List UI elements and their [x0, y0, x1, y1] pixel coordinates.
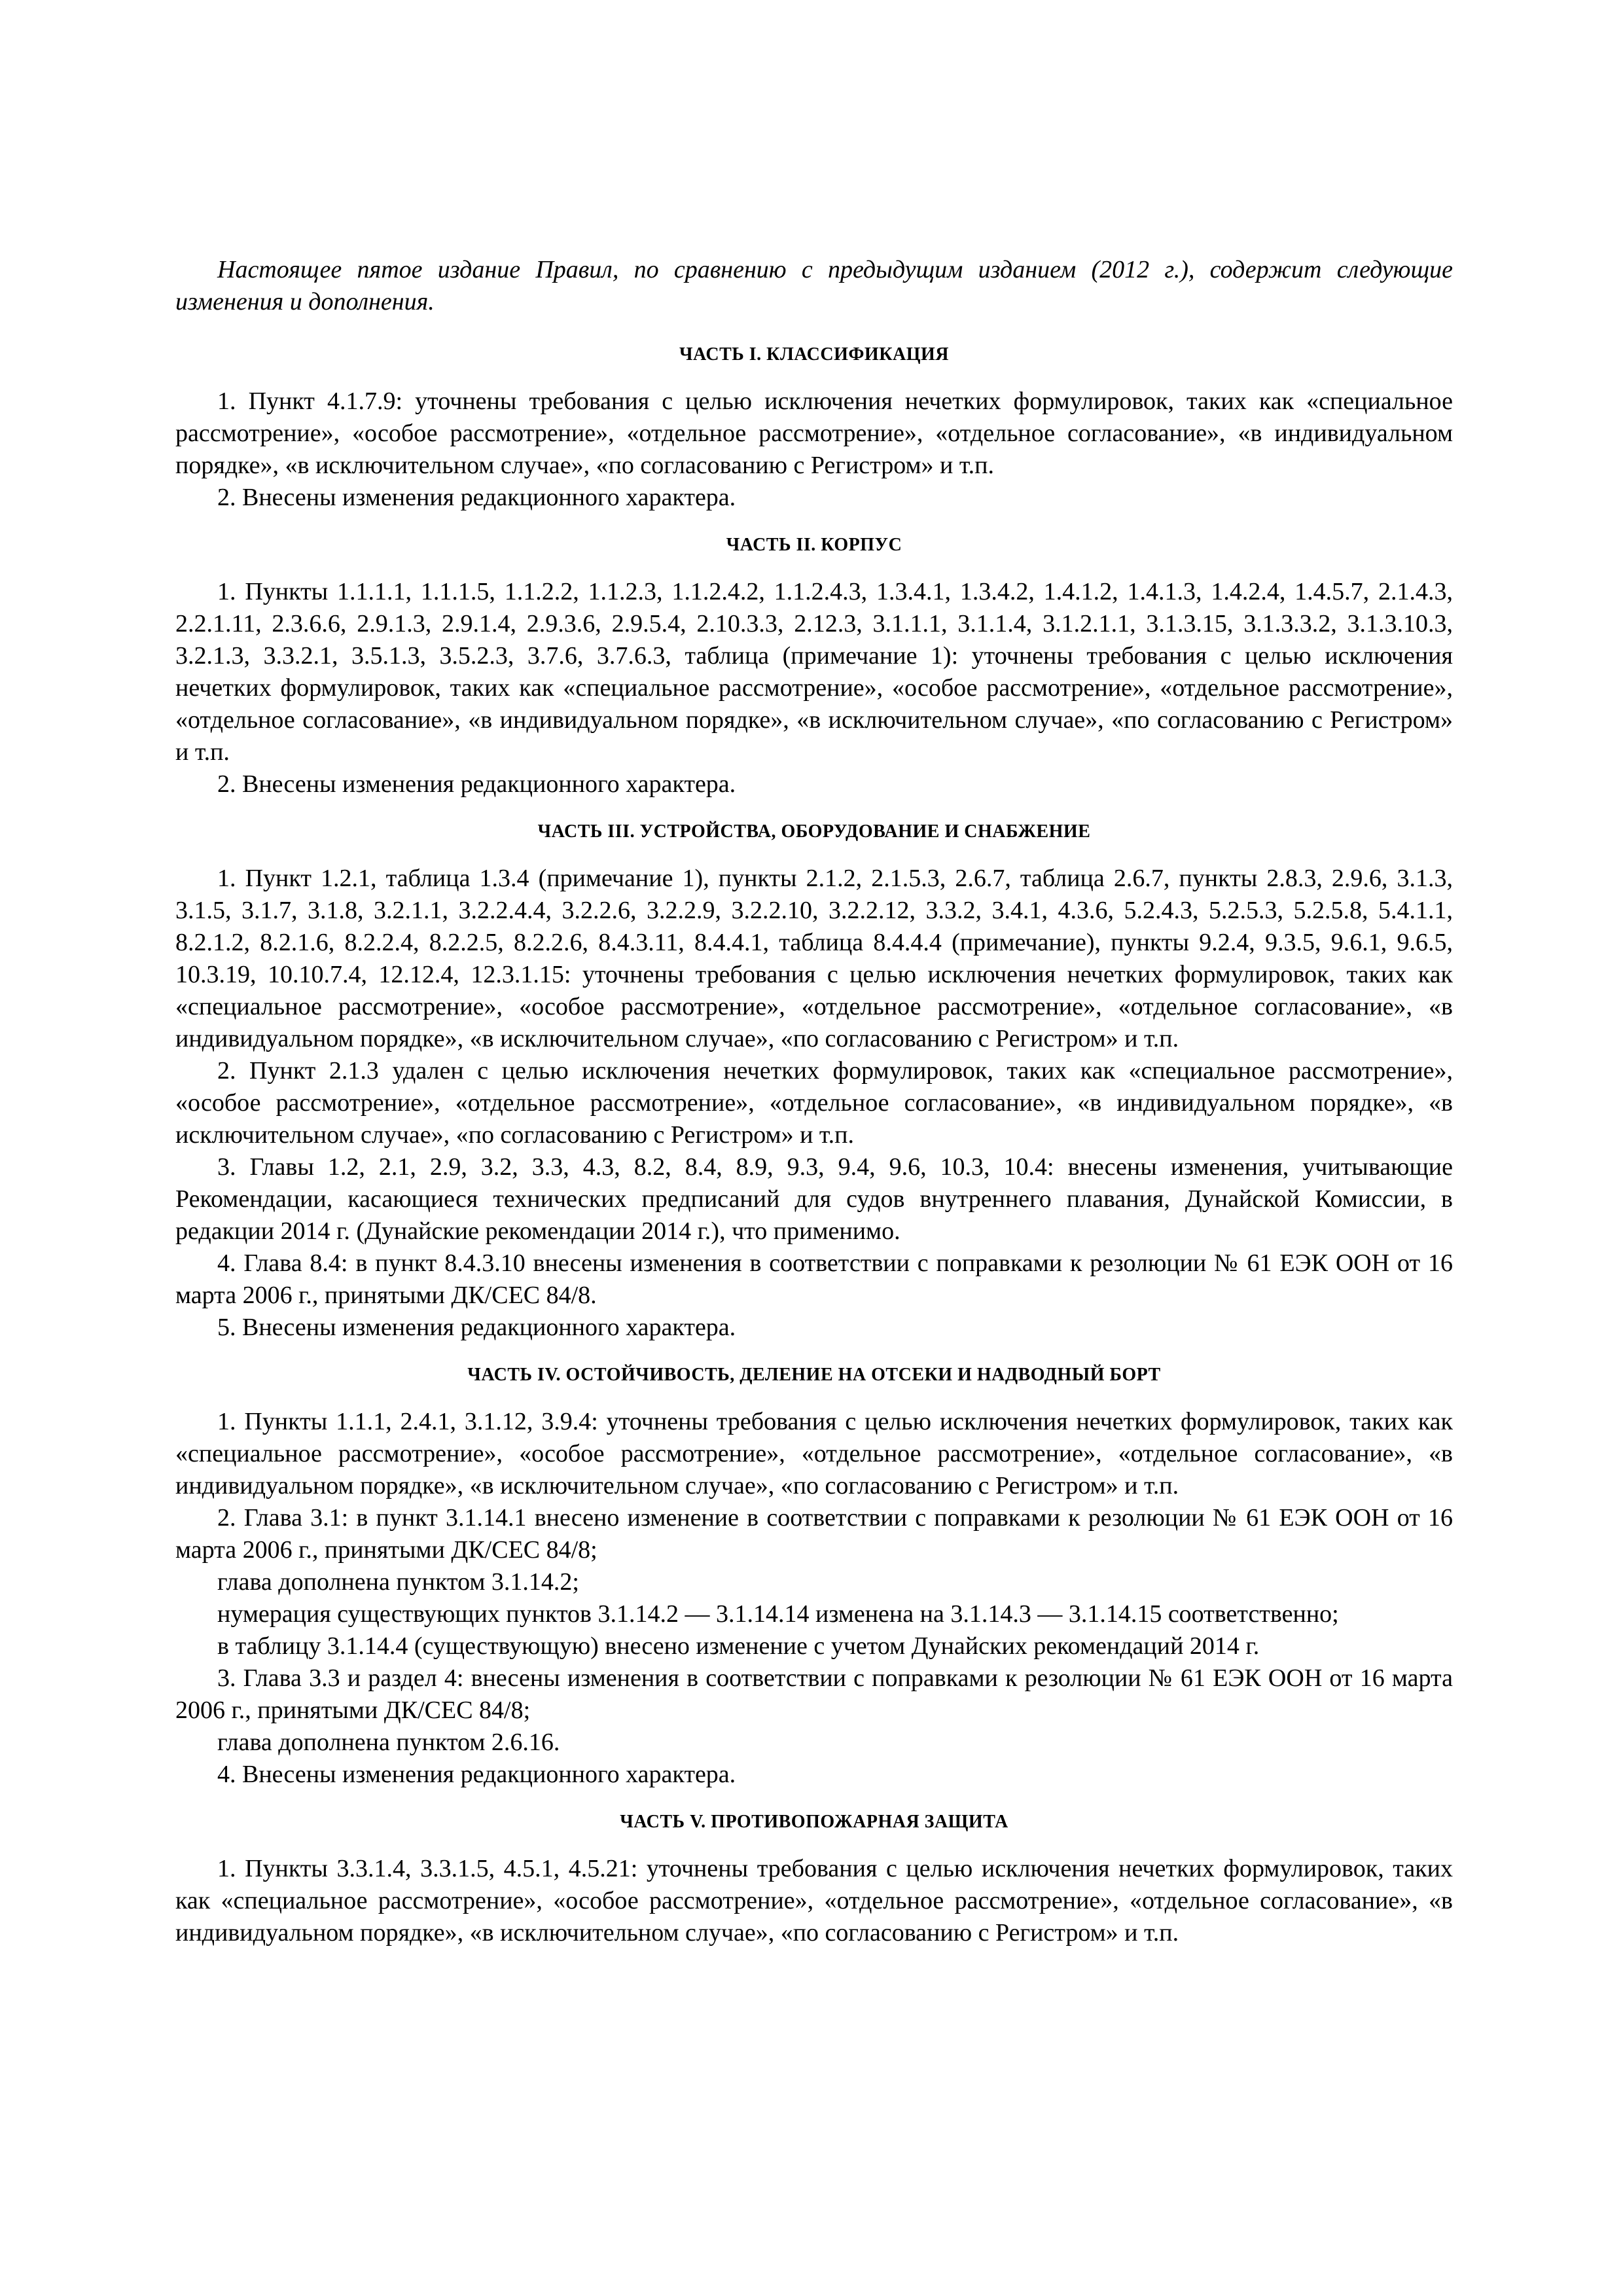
section-heading: ЧАСТЬ II. КОРПУС — [726, 535, 902, 555]
section-part-1 — [175, 342, 1453, 514]
section-heading: ЧАСТЬ III. УСТРОЙСТВА, ОБОРУДОВАНИЕ И СНАБЖЕНИЕ — [537, 821, 1091, 842]
paragraph: 2. Внесены изменения редакционного характера. — [217, 484, 736, 511]
paragraph: глава дополнена пунктом 3.1.14.2; — [217, 1568, 579, 1596]
intro-text: Настоящее пятое издание Правил, по сравнению с предыдущим изданием (2012 г.), содержит следующие изменения и дополнения. — [175, 256, 1453, 315]
paragraph: 1. Пункты 3.3.1.4, 3.3.1.5, 4.5.1, 4.5.21: уточнены требования с целью исключения нечетких формулировок, таких как «специальное рассмотрение», «особое рассмотрение», «отдельное рассмотрение», «отдельное согласование», «в индивидуальном порядке», «в исключительном случае», «по согласованию с Регистром» и т.п. — [175, 1855, 1453, 1946]
paragraph: 1. Пункт 4.1.7.9: уточнены требования с целью исключения нечетких формулировок, таких как «специальное рассмотрение», «особое рассмотрение», «отдельное рассмотрение», «отдельное согласование», «в индивидуальном порядке», «в исключительном случае», «по согласованию с Регистром» и т.п. — [175, 387, 1453, 479]
paragraph: глава дополнена пунктом 2.6.16. — [217, 1729, 560, 1756]
paragraph: 3. Главы 1.2, 2.1, 2.9, 3.2, 3.3, 4.3, 8.2, 8.4, 8.9, 9.3, 9.4, 9.6, 10.3, 10.4: внесены изменения, учитывающие Рекомендации, касающиеся технических предписаний для судов внутреннего плавания, Дунайской Комиссии, в редакции 2014 г. (Дунайские рекомендации 2014 г.), что применимо. — [175, 1153, 1453, 1245]
section-part-4 — [175, 1362, 1453, 1791]
section-part-2 — [175, 532, 1453, 800]
paragraph: 1. Пункты 1.1.1, 2.4.1, 3.1.12, 3.9.4: уточнены требования с целью исключения нечетких формулировок, таких как «специальное рассмотрение», «особое рассмотрение», «отдельное рассмотрение», «отдельное согласование», «в индивидуальном порядке», «в исключительном случае», «по согласованию с Регистром» и т.п. — [175, 1408, 1453, 1499]
paragraph: 4. Внесены изменения редакционного характера. — [217, 1761, 736, 1788]
paragraph: 2. Пункт 2.1.3 удален с целью исключения нечетких формулировок, таких как «специальное рассмотрение», «особое рассмотрение», «отдельное рассмотрение», «отдельное согласование», «в индивидуальном порядке», «в исключительном случае», «по согласованию с Регистром» и т.п. — [175, 1057, 1453, 1149]
paragraph: в таблицу 3.1.14.4 (существующую) внесено изменение с учетом Дунайских рекомендаций 2014 г. — [217, 1632, 1260, 1660]
paragraph: 2. Внесены изменения редакционного характера. — [217, 770, 736, 798]
paragraph: 2. Глава 3.1: в пункт 3.1.14.1 внесено изменение в соответствии с поправками к резолюции № 61 ЕЭК ООН от 16 марта 2006 г., принятыми ДК/СЕС 84/8; — [175, 1504, 1453, 1564]
paragraph: 3. Глава 3.3 и раздел 4: внесены изменения в соответствии с поправками к резолюции № 61 ЕЭК ООН от 16 марта 2006 г., принятыми ДК/СЕС 84/8; — [175, 1664, 1453, 1724]
paragraph: 1. Пункты 1.1.1.1, 1.1.1.5, 1.1.2.2, 1.1.2.3, 1.1.2.4.2, 1.1.2.4.3, 1.3.4.1, 1.3.4.2, 1.4.1.2, 1.4.1.3, 1.4.2.4, 1.4.5.7, 2.1.4.3, 2.2.1.11, 2.3.6.6, 2.9.1.3, 2.9.1.4, 2.9.3.6, 2.9.5.4, 2.10.3.3, 2.12.3, 3.1.1.1, 3.1.1.4, 3.1.2.1.1, 3.1.3.15, 3.1.3.3.2, 3.1.3.10.3, 3.2.1.3, 3.3.2.1, 3.5.1.3, 3.5.2.3, 3.7.6, 3.7.6.3, таблица (примечание 1): уточнены требования с целью исключения нечетких формулировок, таких как «специальное рассмотрение», «особое рассмотрение», «отдельное рассмотрение», «отдельное согласование», «в индивидуальном порядке», «в исключительном случае», «по согласованию с Регистром» и т.п. — [175, 578, 1453, 766]
section-heading: ЧАСТЬ IV. ОСТОЙЧИВОСТЬ, ДЕЛЕНИЕ НА ОТСЕКИ И НАДВОДНЫЙ БОРТ — [467, 1365, 1161, 1385]
paragraph: 1. Пункт 1.2.1, таблица 1.3.4 (примечание 1), пункты 2.1.2, 2.1.5.3, 2.6.7, таблица 2.6.7, пункты 2.8.3, 2.9.6, 3.1.3, 3.1.5, 3.1.7, 3.1.8, 3.2.1.1, 3.2.2.4.4, 3.2.2.6, 3.2.2.9, 3.2.2.10, 3.2.2.12, 3.3.2, 3.4.1, 4.3.6, 5.2.4.3, 5.2.5.3, 5.2.5.8, 5.4.1.1, 8.2.1.2, 8.2.1.6, 8.2.2.4, 8.2.2.5, 8.2.2.6, 8.4.3.11, 8.4.4.1, таблица 8.4.4.4 (примечание), пункты 9.2.4, 9.3.5, 9.6.1, 9.6.5, 10.3.19, 10.10.7.4, 12.12.4, 12.3.1.15: уточнены требования с целью исключения нечетких формулировок, таких как «специальное рассмотрение», «особое рассмотрение», «отдельное рассмотрение», «отдельное согласование», «в индивидуальном порядке», «в исключительном случае», «по согласованию с Регистром» и т.п. — [175, 865, 1453, 1052]
paragraph: 4. Глава 8.4: в пункт 8.4.3.10 внесены изменения в соответствии с поправками к резолюции № 61 ЕЭК ООН от 16 марта 2006 г., принятыми ДК/СЕС 84/8. — [175, 1249, 1453, 1309]
section-heading: ЧАСТЬ I. КЛАССИФИКАЦИЯ — [679, 344, 950, 365]
section-heading: ЧАСТЬ V. ПРОТИВОПОЖАРНАЯ ЗАЩИТА — [620, 1812, 1008, 1832]
paragraph: 5. Внесены изменения редакционного характера. — [217, 1314, 736, 1341]
section-part-3 — [175, 819, 1453, 1344]
paragraph: нумерация существующих пунктов 3.1.14.2 — 3.1.14.14 изменена на 3.1.14.3 — 3.1.14.15 соответственно; — [217, 1600, 1339, 1628]
section-part-5 — [175, 1809, 1453, 1949]
document-page — [175, 254, 1453, 1967]
